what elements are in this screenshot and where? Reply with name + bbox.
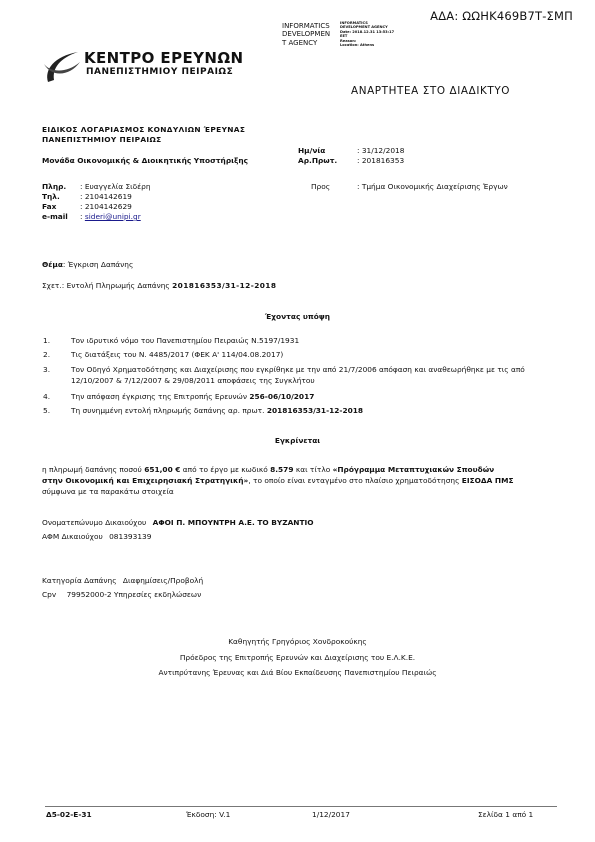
protocol-label: Αρ.Πρωτ. [298, 156, 338, 165]
item-text: Τη συνημμένη εντολή πληρωμής δαπάνης αρ. πρωτ. [71, 406, 265, 415]
protocol-value: : 201816353 [357, 156, 405, 165]
item-text: Τον ιδρυτικό νόμο του Πανεπιστημίου Πειραιώς Ν.5197/1931 [71, 336, 300, 345]
afm-value: 081393139 [109, 532, 152, 541]
date-label: Ημ/νία [298, 146, 326, 155]
info-label: Πληρ. [42, 182, 67, 191]
info-value: : Ευαγγελία Σιδέρη [80, 182, 151, 191]
footer-edition: Έκδοση: V.1 [186, 810, 231, 819]
item-text: Τον Οδηγό Χρηματοδότησης και Διαχείρισης που εγκρίθηκε με την από 21/7/2006 απόφαση και αναθεωρήθηκε με τις από [71, 365, 525, 374]
recipient-label: Προς [311, 182, 331, 191]
footer-code: Δ5-02-Ε-31 [46, 810, 92, 819]
logo-subtitle: ΠΑΝΕΠΙΣΤΗΜΙΟΥ ΠΕΙΡΑΙΩΣ [86, 67, 234, 77]
body-text: σύμφωνα με τα παρακάτω στοιχεία [42, 487, 174, 496]
subject-value: : Έγκριση Δαπάνης [62, 260, 134, 269]
signature-line: INFORMATICS [282, 22, 330, 30]
recipient-value: : Τμήμα Οικονομικής Διαχείρισης Έργων [357, 182, 508, 191]
body-text: η πληρωμή δαπάνης ποσού [42, 465, 142, 474]
org-university: ΠΑΝΕΠΙΣΤΗΜΙΟΥ ΠΕΙΡΑΙΩΣ [42, 135, 162, 144]
logo-title: ΚΕΝΤΡΟ ΕΡΕΥΝΩΝ [84, 49, 244, 67]
item-number: 1. [43, 336, 51, 345]
signatory-role: Αντιπρύτανης Έρευνας και Διά Βίου Εκπαίδευσης Πανεπιστημίου Πειραιώς [158, 668, 437, 677]
body-text: από το έργο με κωδικό [182, 465, 268, 474]
digital-signature-label [282, 22, 330, 47]
item-text: 12/10/2007 & 7/12/2007 & 29/08/2011 αποφάσεις της Συγκλήτου [71, 376, 315, 385]
signature-line: DEVELOPMEN [282, 30, 331, 39]
item-ref: 201816353/31-12-2018 [266, 406, 364, 415]
project-code: 8.579 [270, 465, 294, 474]
signature-line: T AGENCY [282, 38, 318, 47]
related-ref: 201816353/31-12-2018 [172, 281, 277, 290]
beneficiary-name: ΑΦΟΙ Π. ΜΠΟΥΝΤΡΗ Α.Ε. ΤΟ ΒΥΖΑΝΤΙΟ [152, 518, 314, 527]
related-text: Εντολή Πληρωμής Δαπάνης [66, 281, 170, 290]
item-ref: 256-06/10/2017 [249, 392, 315, 401]
considering-heading: Έχοντας υπόψη [265, 312, 330, 321]
subject-label: Θέμα [42, 260, 63, 269]
afm-label: ΑΦΜ Δικαιούχου [42, 532, 103, 541]
email-link[interactable]: sideri@unipi.gr [84, 212, 141, 221]
amount: 651,00 € [144, 465, 181, 474]
signature-detail: Reason: [340, 38, 357, 43]
date-value: : 31/12/2018 [357, 146, 405, 155]
org-unit: Μονάδα Οικονομικής & Διοικητικής Υποστήριξης [42, 156, 248, 165]
footer-page: Σελίδα 1 από 1 [478, 810, 534, 819]
tel-value: : 2104142619 [80, 192, 132, 201]
footer-date: 1/12/2017 [312, 810, 350, 819]
body-text: και τίτλο [295, 465, 331, 474]
university-logo-icon [40, 50, 82, 84]
category-label: Κατηγορία Δαπάνης [42, 576, 117, 585]
org-name: ΕΙΔΙΚΟΣ ΛΟΓΑΡΙΑΣΜΟΣ ΚΟΝΔΥΛΙΩΝ ΈΡΕΥΝΑΣ [42, 125, 246, 134]
related-label: Σχετ.: [42, 281, 65, 290]
project-title: «Πρόγραμμα Μεταπτυχιακών Σπουδών [332, 465, 495, 474]
cpv-value: 79952000-2 Υπηρεσίες εκδηλώσεων [66, 590, 202, 599]
footer-divider [45, 806, 557, 807]
item-text: Την απόφαση έγκρισης της Επιτροπής Ερευνών [71, 392, 247, 401]
item-text: Τις διατάξεις του Ν. 4485/2017 (ΦΕΚ Α' 114/04.08.2017) [71, 350, 284, 359]
funding-source: ΕΙΣΟΔΑ ΠΜΣ [461, 476, 514, 485]
signature-detail: DEVELOPMENT AGENCY [340, 25, 388, 30]
project-title: στην Οικονομική και Επιχειρησιακή Στρατηγική» [42, 476, 249, 485]
item-number: 4. [43, 392, 51, 401]
item-number: 5. [43, 406, 51, 415]
signature-detail: EET [340, 34, 348, 39]
digital-signature-details [340, 21, 394, 47]
ada-code: ΑΔΑ: ΩΩΗΚ469Β7Τ-ΣΜΠ [430, 9, 573, 23]
signature-detail: INFORMATICS [340, 21, 368, 25]
approved-heading: Εγκρίνεται [274, 436, 321, 445]
email-separator: : [80, 212, 83, 221]
signatory-name: Καθηγητής Γρηγόριος Χονδροκούκης [228, 637, 367, 646]
cpv-label: Cpv [42, 590, 57, 599]
signature-detail: Date: 2018.12.31 13:53:17 [340, 29, 395, 34]
email-label: e-mail [42, 212, 68, 221]
category-value: Διαφημίσεις/Προβολή [122, 576, 204, 585]
post-notice: ΑΝΑΡΤΗΤΕΑ ΣΤΟ ΔΙΑΔΙΚΤΥΟ [351, 85, 511, 97]
signatory-role: Πρόεδρος της Επιτροπής Ερευνών και Διαχείρισης του Ε.Λ.Κ.Ε. [179, 653, 416, 662]
tel-label: Τηλ. [42, 192, 60, 201]
item-number: 2. [43, 350, 51, 359]
fax-value: : 2104142629 [80, 202, 132, 211]
beneficiary-label: Ονοματεπώνυμο Δικαιούχου [42, 518, 147, 527]
fax-label: Fax [42, 202, 57, 211]
signature-detail: Location: Athens [340, 43, 375, 48]
item-number: 3. [43, 365, 51, 374]
body-text: , το οποίο είναι ενταγμένο στο πλαίσιο χρηματοδότησης [248, 476, 460, 485]
